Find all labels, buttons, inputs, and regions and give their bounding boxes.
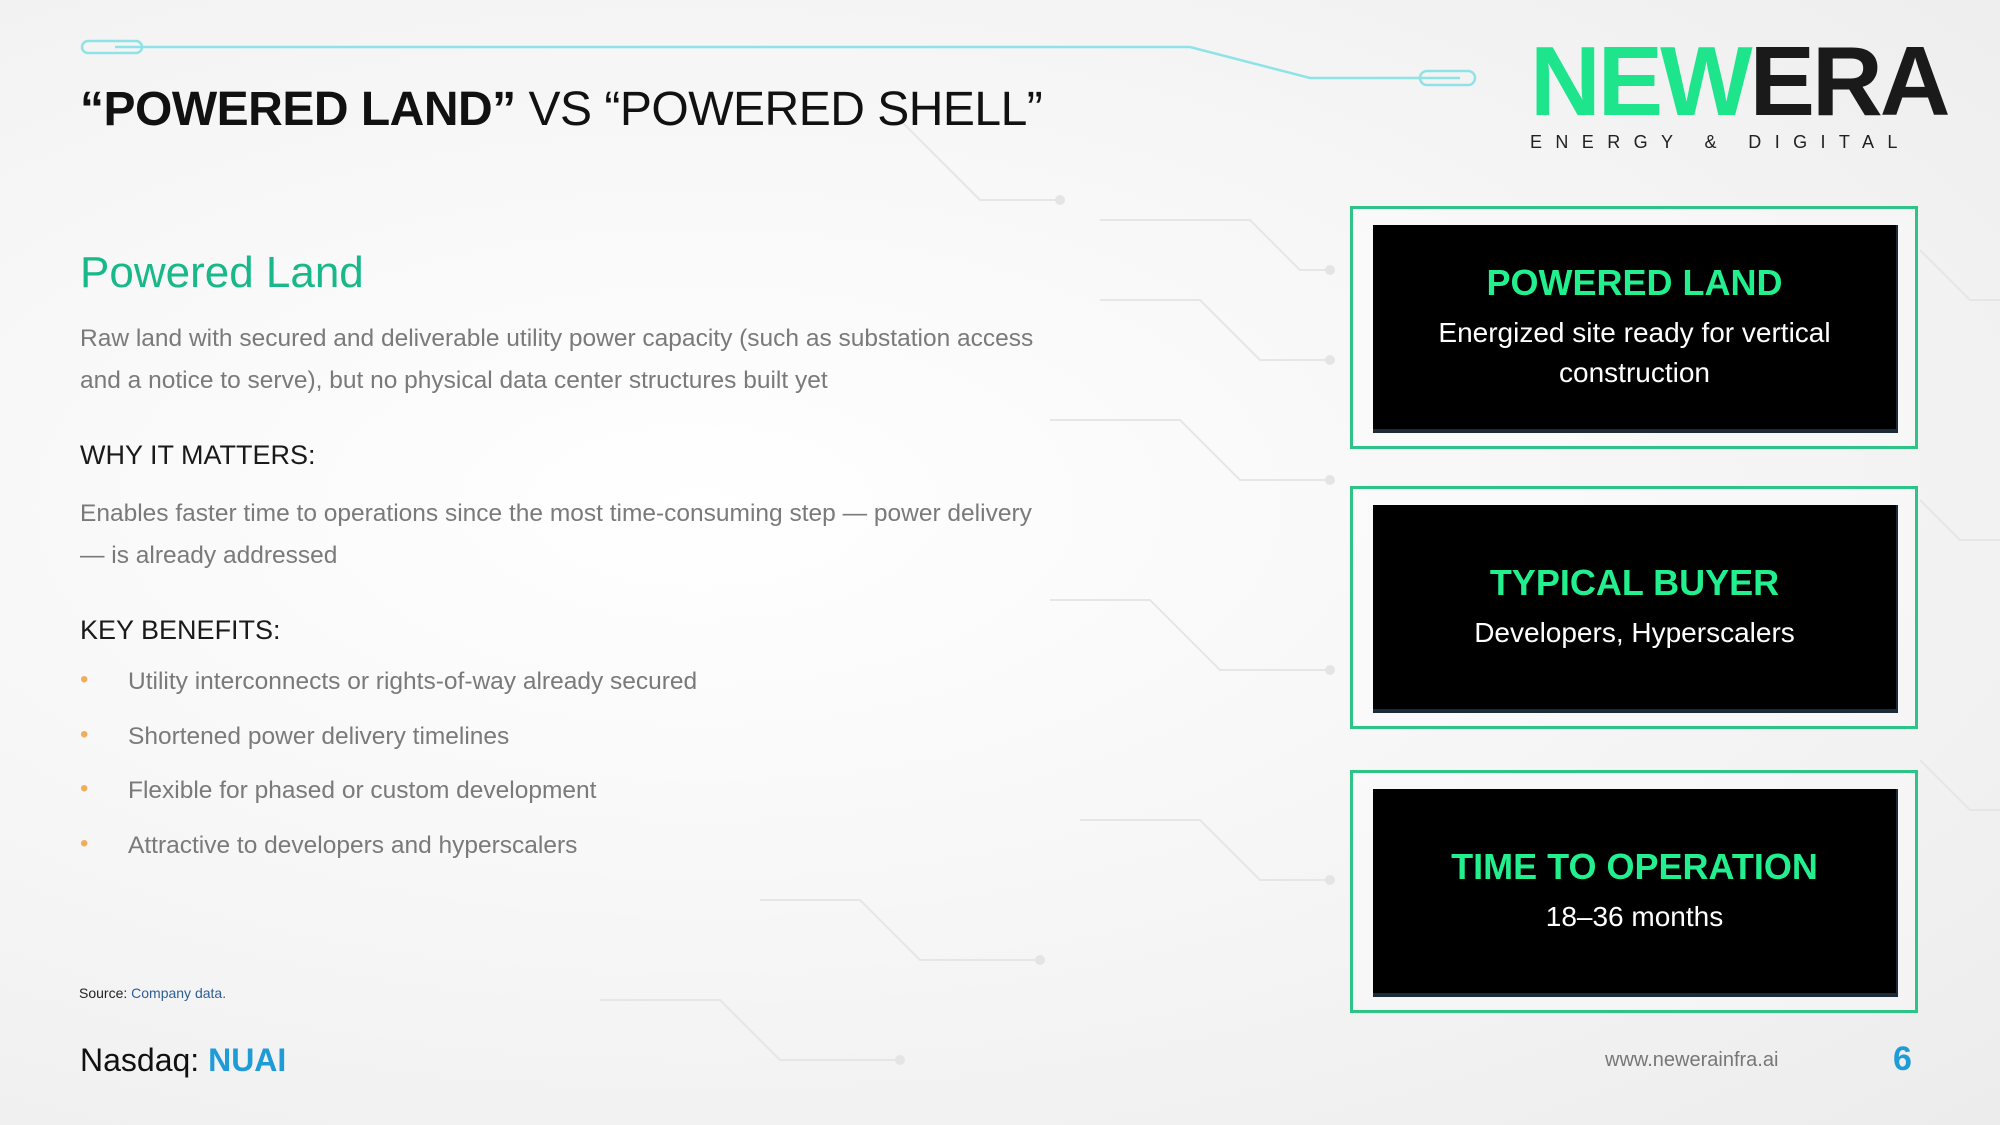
bullet-icon: •	[80, 720, 89, 748]
page-title-emphasis: “POWERED LAND”	[80, 83, 516, 136]
footer-ticker	[80, 1042, 286, 1079]
card-title: TIME TO OPERATION	[1451, 846, 1818, 887]
key-benefits-label: KEY BENEFITS:	[80, 615, 281, 645]
logo-new: NEW	[1530, 26, 1750, 136]
bullet-icon: •	[80, 829, 89, 857]
card-text: Energized site ready for vertical construction	[1438, 317, 1831, 388]
logo-era: ERA	[1749, 26, 1948, 136]
ticker-symbol: NUAI	[208, 1042, 287, 1078]
page-title-rest: VS “POWERED SHELL”	[515, 83, 1043, 136]
card-panel	[1373, 225, 1898, 433]
source-note	[79, 985, 226, 1001]
section-description: Raw land with secured and deliverable utility power capacity (such as substation access and a notice to serve), but no physical data center structures built yet	[80, 325, 1034, 394]
card-text: 18–36 months	[1545, 901, 1724, 932]
benefit-text: Attractive to developers and hyperscalers	[128, 831, 578, 859]
exchange-label: Nasdaq:	[80, 1042, 209, 1078]
card-time-to-operation	[1350, 770, 1918, 1013]
card-typical-buyer	[1350, 486, 1918, 729]
section-heading: Powered Land	[80, 248, 364, 297]
source-value: Company data.	[131, 985, 227, 1001]
benefit-text: Utility interconnects or rights-of-way already secured	[128, 668, 698, 695]
benefit-text: Flexible for phased or custom development	[128, 777, 597, 804]
card-panel	[1373, 505, 1898, 713]
page-number: 6	[1893, 1040, 1912, 1078]
card-panel	[1373, 789, 1898, 997]
logo-wordmark	[1530, 26, 1948, 136]
bullet-icon: •	[80, 775, 89, 802]
card-powered-land	[1350, 206, 1918, 449]
bullet-icon: •	[80, 666, 89, 693]
logo-tagline: ENERGY & DIGITAL	[1530, 132, 1911, 152]
company-logo	[1530, 26, 1948, 152]
why-it-matters-text: Enables faster time to operations since the most time-consuming step — power delivery — is already addressed	[80, 500, 1032, 569]
card-title: TYPICAL BUYER	[1489, 562, 1780, 603]
source-label: Source:	[79, 985, 128, 1001]
card-text: Developers, Hyperscalers	[1474, 617, 1795, 648]
why-it-matters-label: WHY IT MATTERS:	[80, 440, 316, 470]
card-title: POWERED LAND	[1486, 262, 1783, 303]
benefit-text: Shortened power delivery timelines	[128, 722, 510, 750]
footer-url[interactable]: www.newerainfra.ai	[1605, 1049, 1779, 1071]
page-title	[80, 82, 1042, 137]
